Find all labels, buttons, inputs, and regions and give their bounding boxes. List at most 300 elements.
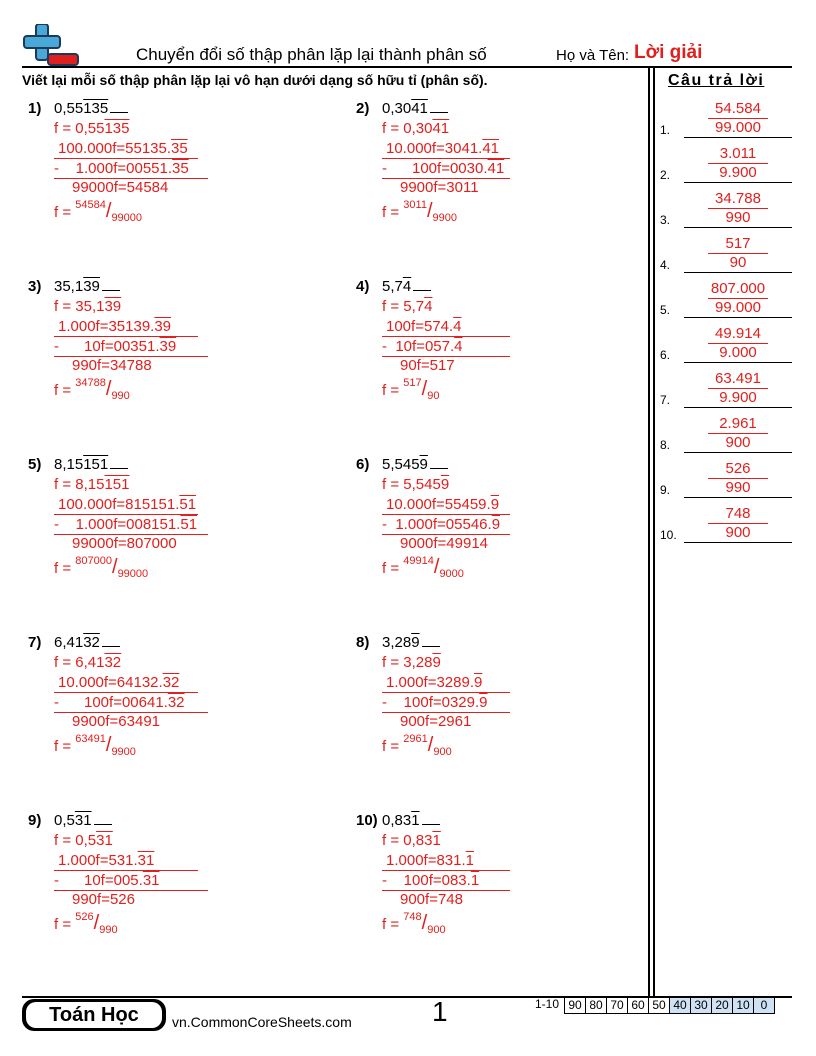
problem-question [382, 456, 448, 473]
score-cell: 80 [586, 997, 607, 1014]
step-multiply-a-repeating: 35 [171, 140, 188, 157]
step-multiply-a-text: 10.000f=55459. [386, 496, 491, 513]
step-multiply-b [54, 160, 189, 177]
step-multiply-b [382, 338, 462, 355]
step-multiply-b-repeating: 9 [491, 516, 501, 533]
problem [356, 456, 656, 626]
step-multiply-a-text: 100f=574. [386, 318, 454, 335]
problem-number: 8) [356, 634, 370, 651]
question-repeating-digits: 39 [83, 278, 100, 295]
step-f-prefix: 3,28 [403, 654, 433, 671]
answer-denominator: 900 [725, 434, 751, 451]
page-number: 1 [432, 996, 448, 1027]
question-repeating-digits: 41 [411, 100, 428, 117]
score-cell: 60 [628, 997, 649, 1014]
answer-denominator: 9.900 [719, 389, 757, 406]
plus-minus-logo-icon [22, 24, 80, 68]
step-multiply-b-text: - 1.000f=00551. [54, 160, 173, 177]
step-fraction [54, 912, 118, 936]
subtract-underline [54, 870, 198, 871]
fraction-denominator: 9000 [439, 568, 464, 580]
fraction-numerator: 526 [75, 911, 94, 923]
answer-blank[interactable] [102, 646, 120, 647]
step-f-prefix: 5,7 [403, 298, 425, 315]
fraction-f-label: f = [382, 738, 400, 755]
question-repeating-digits: 4 [402, 278, 412, 295]
step-multiply-a [386, 852, 474, 869]
problem-number: 1) [28, 100, 42, 117]
brand-label: Toán Học [26, 1002, 162, 1028]
step-difference: 990f=526 [72, 891, 135, 908]
step-difference: 99000f=54584 [72, 179, 169, 196]
step-difference: 900f=2961 [400, 713, 472, 730]
step-f-prefix: 0,30 [403, 120, 433, 137]
name-value: Lời giải [634, 42, 703, 63]
subtract-underline [54, 336, 198, 337]
answer-numerator: 49.914 [708, 325, 768, 344]
step-multiply-b-text: - 100f=0329. [382, 694, 480, 711]
question-repeating-digits: 1 [411, 812, 420, 829]
step-f-repeating: 9 [440, 476, 450, 493]
step-fraction [382, 734, 452, 758]
step-fraction [54, 378, 130, 402]
step-f-label: f = [382, 120, 404, 137]
fraction-numerator: 54584 [75, 199, 106, 211]
step-multiply-b-text: - 10f=057. [382, 338, 455, 355]
problem-number: 9) [28, 812, 42, 829]
step-define [54, 476, 130, 493]
step-f-label: f = [382, 298, 404, 315]
answer-blank[interactable] [102, 290, 120, 291]
answer-number: 3. [660, 213, 671, 227]
fraction-f-label: f = [54, 204, 72, 221]
worksheet-title: Chuyển đổi số thập phân lặp lại thành phân số [136, 45, 487, 64]
step-multiply-a-text: 1.000f=35139. [58, 318, 155, 335]
step-difference: 99000f=807000 [72, 535, 177, 552]
subtract-underline [382, 158, 510, 159]
problem [356, 100, 656, 270]
step-define [54, 832, 113, 849]
answer-blank[interactable] [422, 646, 440, 647]
answer-row [660, 137, 792, 182]
answer-blank[interactable] [422, 824, 440, 825]
step-multiply-b-text: - 1.000f=05546. [382, 516, 492, 533]
answer-numerator: 2.961 [708, 415, 768, 434]
problem-question [54, 278, 120, 295]
fraction-slash: / [112, 556, 118, 578]
answer-denominator: 99.000 [715, 119, 761, 136]
fraction-numerator: 807000 [75, 555, 112, 567]
step-multiply-b-repeating: 41 [487, 160, 505, 177]
answer-fraction [684, 235, 792, 273]
problem [356, 812, 656, 982]
step-f-label: f = [54, 298, 76, 315]
step-multiply-a-repeating: 4 [453, 318, 462, 335]
step-difference: 90f=517 [400, 357, 455, 374]
answer-denominator: 9.900 [719, 164, 757, 181]
answer-row [660, 362, 792, 407]
answer-row [660, 182, 792, 227]
score-cell: 90 [564, 997, 586, 1014]
answer-fraction [684, 145, 792, 183]
step-fraction [382, 912, 446, 936]
answer-numerator: 748 [708, 505, 768, 524]
step-multiply-b [382, 516, 500, 533]
answer-row [660, 407, 792, 452]
step-fraction [54, 556, 148, 580]
answer-number: 2. [660, 168, 671, 182]
fraction-denominator: 9900 [111, 746, 136, 758]
problem-question [382, 812, 440, 829]
answer-blank[interactable] [110, 112, 128, 113]
subtract-underline [54, 158, 198, 159]
answer-row [660, 272, 792, 317]
step-f-repeating: 135 [104, 120, 130, 137]
step-multiply-b-text: - 1.000f=008151. [54, 516, 181, 533]
question-prefix: 3,28 [382, 634, 412, 651]
question-prefix: 6,41 [54, 634, 84, 651]
answer-fraction [684, 280, 792, 318]
step-multiply-a-text: 1.000f=531. [58, 852, 138, 869]
step-multiply-b-repeating: 31 [142, 872, 160, 889]
fraction-denominator: 99000 [117, 568, 149, 580]
step-f-prefix: 0,5 [75, 832, 97, 849]
score-range-label: 1-10 [535, 997, 560, 1011]
question-repeating-digits: 9 [419, 456, 428, 473]
subtract-underline [54, 514, 198, 515]
fraction-denominator: 900 [427, 924, 446, 936]
problem-question [54, 100, 128, 117]
question-prefix: 0,30 [382, 100, 412, 117]
step-define [382, 832, 441, 849]
fraction-denominator: 900 [433, 746, 452, 758]
problem [28, 812, 328, 982]
answer-numerator: 526 [708, 460, 768, 479]
fraction-numerator: 49914 [403, 555, 434, 567]
step-define [382, 654, 441, 671]
question-prefix: 5,7 [382, 278, 403, 295]
step-fraction [54, 200, 142, 224]
fraction-denominator: 9900 [432, 212, 457, 224]
instructions: Viết lại mỗi số thập phân lặp lại vô hạn dưới dạng số hữu tỉ (phân số). [22, 72, 488, 88]
answer-blank[interactable] [430, 112, 448, 113]
step-f-repeating: 151 [104, 476, 130, 493]
subtract-underline [54, 692, 198, 693]
question-repeating-digits: 9 [411, 634, 420, 651]
answer-numerator: 63.491 [708, 370, 768, 389]
step-multiply-a [386, 674, 482, 691]
step-multiply-b-text: - 100f=083. [382, 872, 471, 889]
fraction-denominator: 990 [111, 390, 130, 402]
step-f-prefix: 0,55 [75, 120, 105, 137]
score-table [564, 997, 775, 1014]
step-multiply-a [58, 674, 179, 691]
score-cell: 20 [712, 997, 733, 1014]
step-multiply-b [382, 160, 504, 177]
answer-number: 5. [660, 303, 671, 317]
step-multiply-a-repeating: 31 [137, 852, 155, 869]
problem-question [54, 634, 120, 651]
answer-blank[interactable] [430, 468, 448, 469]
answer-numerator: 517 [708, 235, 768, 254]
step-multiply-b [54, 872, 160, 889]
step-fraction [54, 734, 136, 758]
answer-denominator: 9.000 [719, 344, 757, 361]
fraction-f-label: f = [382, 382, 400, 399]
fraction-f-label: f = [382, 204, 400, 221]
step-f-repeating: 31 [96, 832, 113, 849]
score-cell: 70 [607, 997, 628, 1014]
step-f-label: f = [54, 120, 76, 137]
fraction-slash: / [105, 200, 112, 222]
step-multiply-a [58, 140, 188, 157]
problem-number: 7) [28, 634, 42, 651]
step-multiply-b-repeating: 39 [159, 338, 177, 355]
answer-blank[interactable] [94, 824, 112, 825]
question-prefix: 0,5 [54, 812, 75, 829]
step-difference: 9900f=3011 [400, 179, 479, 196]
problem [28, 100, 328, 270]
brand-badge [22, 999, 166, 1031]
step-f-repeating: 1 [432, 832, 441, 849]
answer-fraction [684, 100, 792, 138]
fraction-slash: / [421, 912, 428, 934]
step-f-repeating: 9 [432, 654, 441, 671]
subtract-underline [382, 692, 510, 693]
fraction-numerator: 748 [403, 911, 422, 923]
header-divider [22, 66, 792, 68]
problem-question [382, 278, 431, 295]
problem-number: 4) [356, 278, 370, 295]
step-multiply-a [58, 852, 154, 869]
question-prefix: 0,83 [382, 812, 412, 829]
fraction-numerator: 34788 [75, 377, 106, 389]
step-multiply-a-text: 100.000f=815151. [58, 496, 180, 513]
step-multiply-a-repeating: 32 [162, 674, 180, 691]
step-multiply-b [54, 516, 197, 533]
problem [28, 278, 328, 448]
answer-denominator: 990 [725, 209, 751, 226]
fraction-numerator: 3011 [403, 199, 427, 211]
fraction-numerator: 517 [403, 377, 422, 389]
site-url[interactable]: vn.CommonCoreSheets.com [172, 1014, 352, 1030]
step-multiply-a-text: 1.000f=831. [386, 852, 466, 869]
fraction-f-label: f = [382, 916, 400, 933]
answer-denominator: 99.000 [715, 299, 761, 316]
answer-fraction [684, 325, 792, 363]
step-f-repeating: 32 [104, 654, 122, 671]
answer-fraction [684, 505, 792, 543]
question-repeating-digits: 135 [83, 100, 109, 117]
answer-number: 1. [660, 123, 671, 137]
step-f-repeating: 39 [104, 298, 122, 315]
step-multiply-a-text: 1.000f=3289. [386, 674, 475, 691]
step-multiply-a-text: 10.000f=3041. [386, 140, 483, 157]
step-multiply-a-repeating: 1 [465, 852, 475, 869]
fraction-denominator: 99000 [111, 212, 143, 224]
fraction-numerator: 2961 [403, 733, 428, 745]
problem [356, 634, 656, 804]
step-define [54, 298, 121, 315]
fraction-f-label: f = [382, 560, 400, 577]
answer-number: 10. [660, 528, 677, 542]
step-f-prefix: 0,83 [403, 832, 433, 849]
step-difference: 900f=748 [400, 891, 463, 908]
step-multiply-b [382, 872, 479, 889]
problem-number: 3) [28, 278, 42, 295]
step-f-prefix: 5,545 [403, 476, 441, 493]
step-define [54, 654, 121, 671]
problem-number: 10) [356, 812, 378, 829]
answer-numerator: 54.584 [708, 100, 768, 119]
step-define [382, 298, 432, 315]
subtract-underline [382, 336, 510, 337]
score-cell: 30 [691, 997, 712, 1014]
answer-denominator: 900 [725, 524, 751, 541]
answer-blank[interactable] [110, 468, 128, 469]
step-define [382, 476, 449, 493]
fraction-f-label: f = [54, 560, 72, 577]
answer-denominator: 990 [725, 479, 751, 496]
question-repeating-digits: 151 [83, 456, 109, 473]
score-cell: 50 [649, 997, 670, 1014]
step-f-label: f = [382, 832, 404, 849]
step-multiply-b [382, 694, 488, 711]
problem [28, 456, 328, 626]
answer-row [660, 92, 792, 137]
fraction-denominator: 990 [99, 924, 118, 936]
step-f-label: f = [54, 832, 76, 849]
step-multiply-a-repeating: 39 [154, 318, 172, 335]
problem-number: 6) [356, 456, 370, 473]
step-f-prefix: 35,1 [75, 298, 105, 315]
question-prefix: 8,15 [54, 456, 84, 473]
step-f-prefix: 8,15 [75, 476, 105, 493]
score-cell: 10 [733, 997, 754, 1014]
fraction-slash: / [433, 556, 440, 578]
answer-numerator: 3.011 [708, 145, 768, 164]
answer-row [660, 227, 792, 272]
fraction-f-label: f = [54, 738, 72, 755]
question-repeating-digits: 32 [83, 634, 100, 651]
answer-blank[interactable] [413, 290, 431, 291]
step-difference: 9900f=63491 [72, 713, 161, 730]
step-f-label: f = [382, 654, 404, 671]
step-multiply-b-text: - 10f=005. [54, 872, 143, 889]
step-multiply-a-repeating: 41 [482, 140, 500, 157]
step-fraction [382, 556, 464, 580]
step-multiply-a-repeating: 51 [179, 496, 197, 513]
fraction-slash: / [105, 734, 112, 756]
answer-key-title: Câu trả lời [668, 72, 765, 89]
fraction-slash: / [93, 912, 100, 934]
step-multiply-b-repeating: 51 [180, 516, 198, 533]
step-multiply-b-repeating: 4 [454, 338, 463, 355]
score-cell: 40 [670, 997, 691, 1014]
fraction-f-label: f = [54, 382, 72, 399]
step-f-label: f = [382, 476, 404, 493]
answer-number: 4. [660, 258, 671, 272]
step-multiply-b-repeating: 35 [172, 160, 189, 177]
step-multiply-b-text: - 100f=0030. [382, 160, 488, 177]
answer-row [660, 452, 792, 497]
step-multiply-a [58, 496, 196, 513]
step-multiply-b [54, 338, 176, 355]
problem-question [54, 812, 112, 829]
question-prefix: 5,545 [382, 456, 420, 473]
step-define [54, 120, 130, 137]
step-multiply-b-repeating: 1 [470, 872, 480, 889]
step-fraction [382, 378, 439, 402]
step-multiply-a-repeating: 9 [490, 496, 500, 513]
step-difference: 990f=34788 [72, 357, 152, 374]
step-f-label: f = [54, 654, 76, 671]
answer-number: 9. [660, 483, 671, 497]
step-multiply-a [386, 140, 499, 157]
subtract-underline [382, 870, 510, 871]
step-multiply-a [386, 496, 499, 513]
answer-numerator: 34.788 [708, 190, 768, 209]
step-multiply-a-text: 100.000f=55135. [58, 140, 172, 157]
answer-row [660, 317, 792, 362]
question-prefix: 35,1 [54, 278, 84, 295]
step-fraction [382, 200, 457, 224]
step-difference: 9000f=49914 [400, 535, 489, 552]
problem-question [54, 456, 128, 473]
answer-number: 7. [660, 393, 671, 407]
step-multiply-b-repeating: 9 [479, 694, 488, 711]
problem-number: 5) [28, 456, 42, 473]
step-f-repeating: 4 [424, 298, 433, 315]
fraction-numerator: 63491 [75, 733, 106, 745]
answer-fraction [684, 460, 792, 498]
name-label: Họ và Tên: [556, 47, 630, 64]
fraction-slash: / [427, 734, 434, 756]
answer-number: 8. [660, 438, 671, 452]
answer-number: 6. [660, 348, 671, 362]
score-cell: 0 [754, 997, 775, 1014]
problem [356, 278, 656, 448]
step-multiply-b-text: - 10f=00351. [54, 338, 160, 355]
fraction-slash: / [105, 378, 112, 400]
problem-question [382, 100, 448, 117]
question-prefix: 0,55 [54, 100, 84, 117]
answer-fraction [684, 370, 792, 408]
problem [28, 634, 328, 804]
question-repeating-digits: 31 [74, 812, 92, 829]
step-multiply-b-repeating: 32 [167, 694, 185, 711]
step-multiply-a-text: 10.000f=64132. [58, 674, 163, 691]
answer-row [660, 497, 792, 542]
step-multiply-a [386, 318, 462, 335]
answer-fraction [684, 415, 792, 453]
fraction-slash: / [426, 200, 433, 222]
problem-number: 2) [356, 100, 370, 117]
step-f-label: f = [54, 476, 76, 493]
step-multiply-a-repeating: 9 [474, 674, 483, 691]
fraction-slash: / [421, 378, 428, 400]
answer-fraction [684, 190, 792, 228]
answer-numerator: 807.000 [708, 280, 768, 299]
subtract-underline [382, 514, 510, 515]
fraction-denominator: 90 [427, 390, 440, 402]
step-define [382, 120, 449, 137]
answer-denominator: 90 [729, 254, 747, 271]
step-multiply-a [58, 318, 171, 335]
step-f-prefix: 6,41 [75, 654, 105, 671]
problem-question [382, 634, 440, 651]
step-f-repeating: 41 [432, 120, 450, 137]
